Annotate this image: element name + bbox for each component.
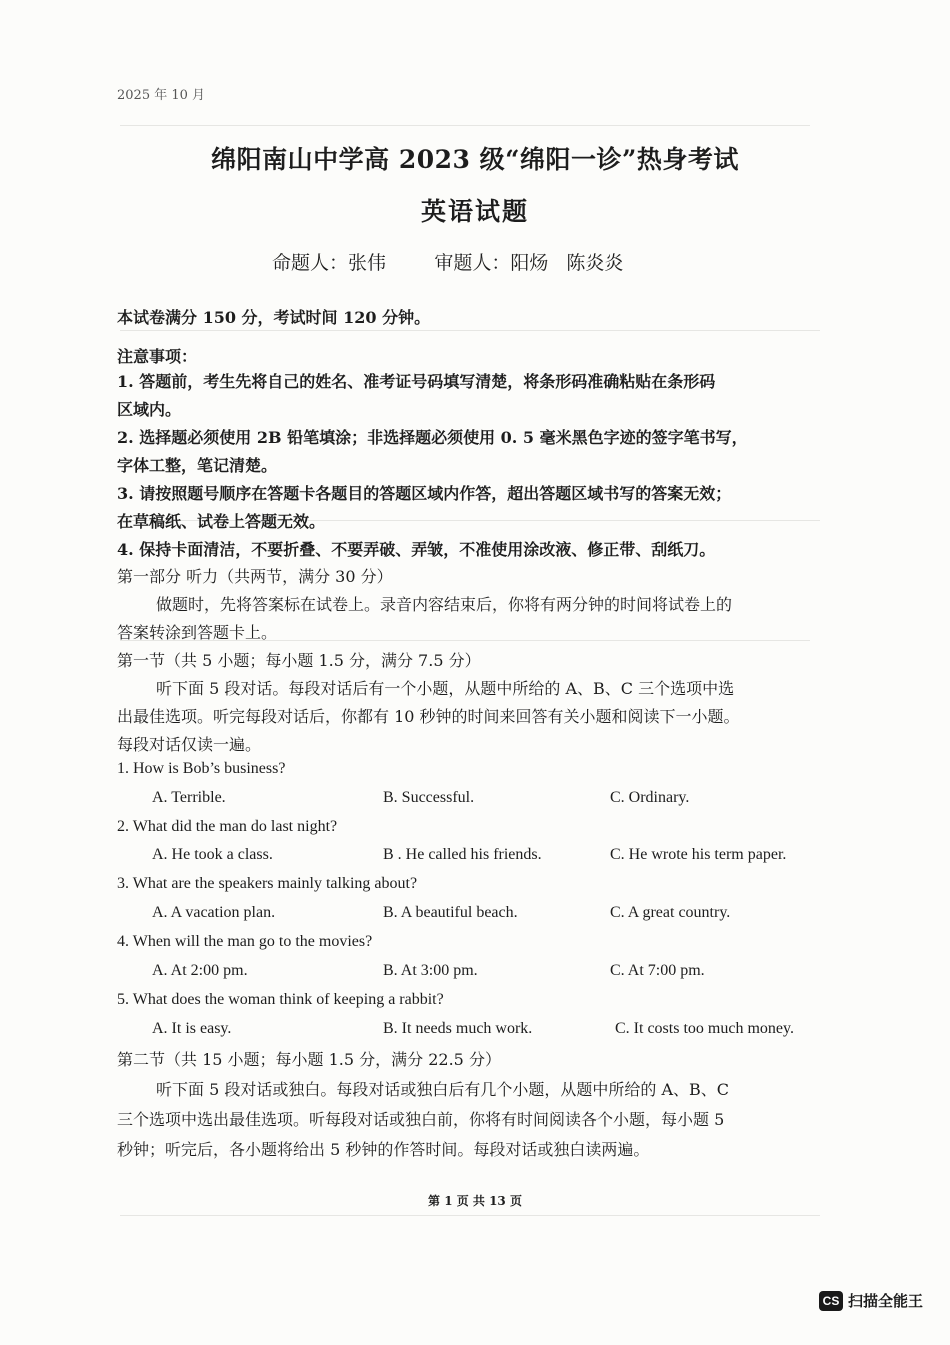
section2-instruction-line-1: 听下面 5 段对话或独白。每段对话或独白后有几个小题，从题中所给的 A、B、C xyxy=(156,1080,729,1099)
note-4: 4. 保持卡面清洁，不要折叠、不要弄破、弄皱，不准使用涂改液、修正带、刮纸刀。 xyxy=(117,540,716,559)
scanner-watermark xyxy=(819,1290,923,1311)
question-5-option-b: B. It needs much work. xyxy=(383,1020,533,1037)
question-2-option-b: B . He called his friends. xyxy=(383,846,542,863)
question-3-option-b: B. A beautiful beach. xyxy=(383,904,518,921)
section2-instruction-line-2: 三个选项中选出最佳选项。听每段对话或独白前，你将有时间阅读各个小题，每小题 5 xyxy=(117,1110,725,1129)
scanner-app-name: 扫描全能王 xyxy=(848,1292,924,1310)
bleed-through-line xyxy=(120,1215,820,1216)
question-2: 2. What did the man do last night? xyxy=(117,818,338,835)
question-5: 5. What does the woman think of keeping a rabbit? xyxy=(117,991,444,1008)
question-4-option-c: C. At 7:00 pm. xyxy=(610,962,705,979)
note-1-line-1: 1. 答题前，考生先将自己的姓名、准考证号码填写清楚，将条形码准确粘贴在条形码 xyxy=(117,372,716,391)
question-3-option-a: A. A vacation plan. xyxy=(152,904,276,921)
question-1-option-a: A. Terrible. xyxy=(152,789,226,806)
section2-heading: 第二节（共 15 小题；每小题 1.5 分，满分 22.5 分） xyxy=(117,1050,501,1069)
question-3: 3. What are the speakers mainly talking about? xyxy=(117,875,418,892)
notes-heading: 注意事项： xyxy=(117,347,198,366)
question-5-option-c: C. It costs too much money. xyxy=(615,1020,794,1037)
exam-subtitle: 英语试题 xyxy=(420,197,529,226)
question-1: 1. How is Bob’s business? xyxy=(117,760,286,777)
note-3-line-1: 3. 请按照题号顺序在答题卡各题目的答题区域内作答，超出答题区域书写的答案无效； xyxy=(117,484,732,503)
question-1-option-c: C. Ordinary. xyxy=(610,789,690,806)
exam-date: 2025 年 10 月 xyxy=(117,88,206,103)
section1-instruction-line-1: 听下面 5 段对话。每段对话后有一个小题，从题中所给的 A、B、C 三个选项中选 xyxy=(156,679,735,698)
question-3-option-c: C. A great country. xyxy=(610,904,731,921)
exam-title: 绵阳南山中学高 2023 级“绵阳一诊”热身考试 xyxy=(211,145,739,174)
section2-instruction-line-3: 秒钟；听完后，各小题将给出 5 秒钟的作答时间。每段对话或独白读两遍。 xyxy=(117,1140,650,1159)
part1-heading: 第一部分 听力（共两节，满分 30 分） xyxy=(117,567,393,586)
part1-instruction-line-1: 做题时，先将答案标在试卷上。录音内容结束后，你将有两分钟的时间将试卷上的 xyxy=(156,595,733,614)
question-1-option-b: B. Successful. xyxy=(383,789,475,806)
question-4-option-b: B. At 3:00 pm. xyxy=(383,962,478,979)
score-time: 本试卷满分 150 分，考试时间 120 分钟。 xyxy=(117,308,431,327)
note-2-line-1: 2. 选择题必须使用 2B 铅笔填涂；非选择题必须使用 0. 5 毫米黑色字迹的签字笔书写， xyxy=(117,428,748,447)
question-2-option-a: A. He took a class. xyxy=(152,846,273,863)
note-1-line-2: 区域内。 xyxy=(117,400,182,419)
section1-instruction-line-2: 出最佳选项。听完每段对话后，你都有 10 秒钟的时间来回答有关小题和阅读下一小题。 xyxy=(117,707,740,726)
question-4-option-a: A. At 2:00 pm. xyxy=(152,962,248,979)
note-2-line-2: 字体工整，笔记清楚。 xyxy=(117,456,278,475)
section1-heading: 第一节（共 5 小题；每小题 1.5 分，满分 7.5 分） xyxy=(117,651,481,670)
question-2-option-c: C. He wrote his term paper. xyxy=(610,846,787,863)
scanner-logo-icon: CS xyxy=(819,1291,843,1311)
page-number: 第 1 页 共 13 页 xyxy=(428,1194,522,1208)
note-3-line-2: 在草稿纸、试卷上答题无效。 xyxy=(117,512,326,531)
exam-authors: 命题人：张伟 审题人：阳炀 陈炎炎 xyxy=(272,252,624,274)
bleed-through-line xyxy=(120,125,810,126)
part1-instruction-line-2: 答案转涂到答题卡上。 xyxy=(117,623,278,642)
section1-instruction-line-3: 每段对话仅读一遍。 xyxy=(117,735,262,754)
question-5-option-a: A. It is easy. xyxy=(152,1020,232,1037)
bleed-through-line xyxy=(120,330,820,331)
question-4: 4. When will the man go to the movies? xyxy=(117,933,373,950)
